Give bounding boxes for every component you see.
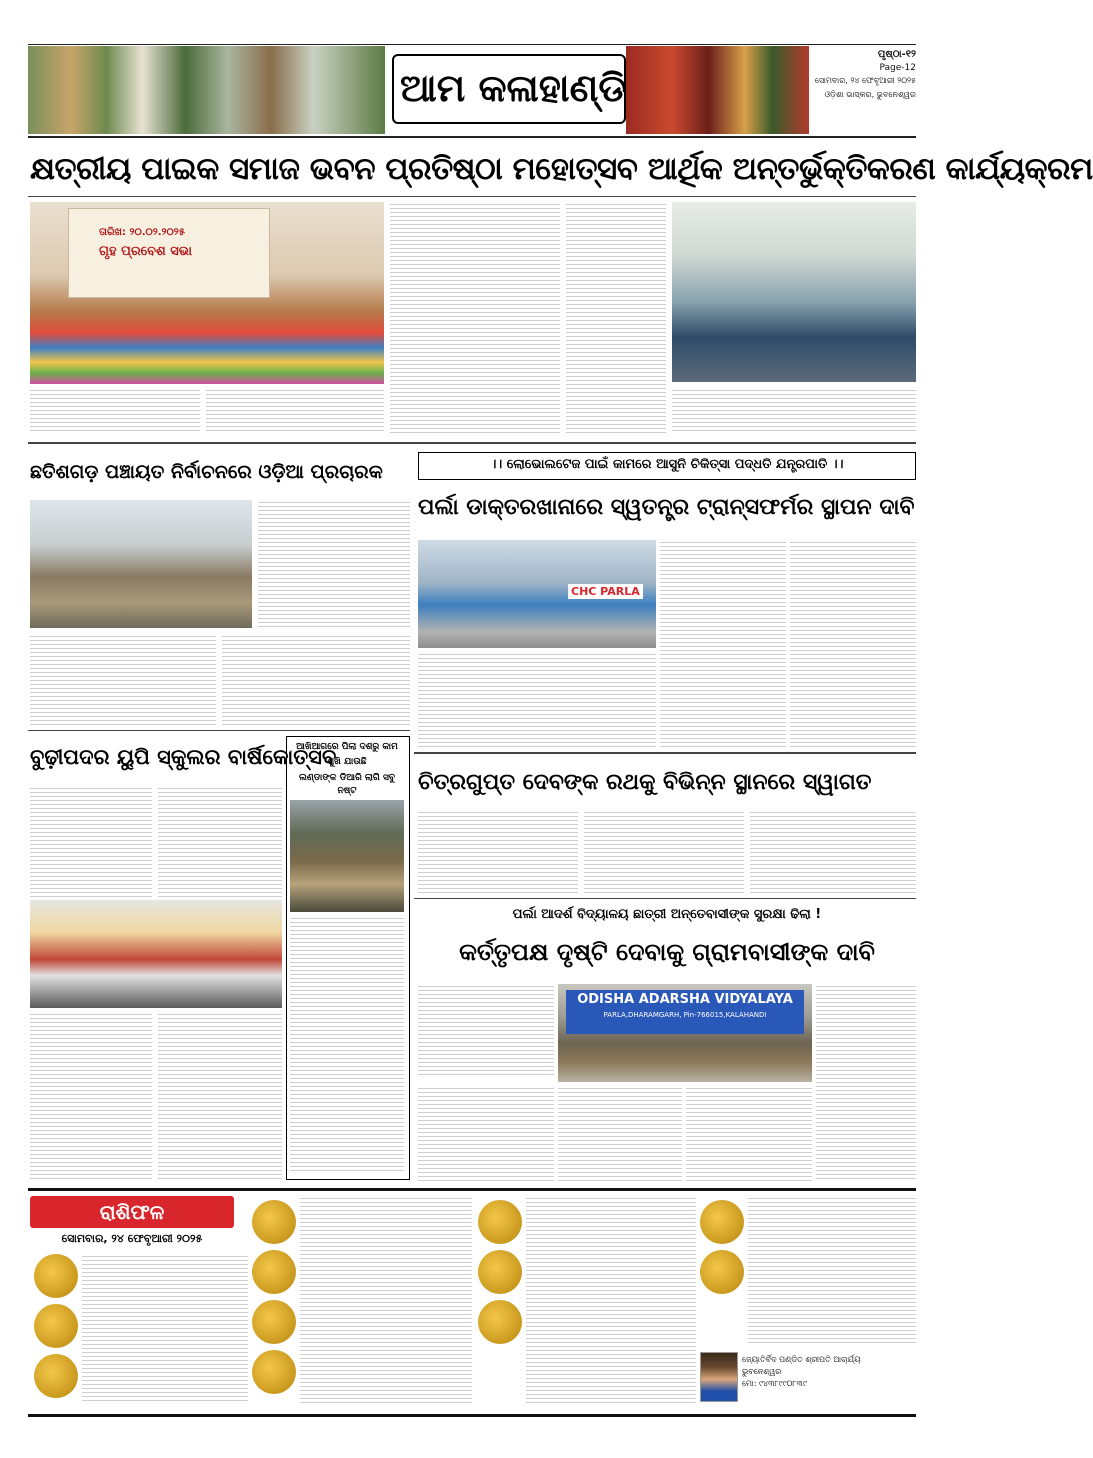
story5-text bbox=[290, 916, 404, 1174]
astrologer-photo bbox=[700, 1352, 738, 1402]
story7-rule bbox=[414, 898, 916, 899]
story2-photo bbox=[30, 500, 252, 628]
rashifal-top-rule bbox=[28, 1188, 916, 1191]
astrologer-info bbox=[742, 1354, 916, 1402]
story4-headline: ବୁଢ଼ୀପଦର ୟୁପି ସ୍କୁଲର ବାର୍ଷିକୋତ୍ସବ bbox=[30, 745, 337, 769]
story1-text-col-1 bbox=[30, 388, 200, 434]
story7-text-col-5 bbox=[686, 1086, 812, 1182]
story4-text-col-2 bbox=[158, 786, 282, 898]
masthead-rule bbox=[28, 136, 916, 138]
story4-text-col-1 bbox=[30, 786, 152, 898]
rashifal-text-col-2 bbox=[300, 1196, 472, 1406]
gemini-sign-icon bbox=[34, 1354, 78, 1398]
page-label: ପୃଷ୍ଠା-୧୨ bbox=[877, 49, 916, 60]
taurus-sign-icon bbox=[34, 1304, 78, 1348]
issue-date: ସୋମବାର, ୨୪ ଫେବୃଆରୀ ୨୦୨୫ bbox=[814, 76, 916, 85]
story5-photo bbox=[290, 800, 404, 912]
story1-text-col-5 bbox=[672, 388, 916, 434]
rashifal-text-col-1 bbox=[82, 1254, 248, 1404]
rashifal-date: ସୋମବାର, ୨୪ ଫେବୃଆରୀ ୨୦୨୫ bbox=[61, 1232, 203, 1245]
cancer-sign-icon bbox=[252, 1200, 296, 1244]
virgo-sign-icon bbox=[252, 1300, 296, 1344]
story7-kicker: ପର୍ଲା ଆଦର୍ଶ ବିଦ୍ୟାଳୟ ଛାତ୍ରୀ ଅନ୍ତେବାସୀଙ୍କ ସୁରକ୍ଷା ଢିଲା ! bbox=[512, 907, 822, 922]
bottom-rule bbox=[28, 1414, 916, 1417]
story6-text-col-2 bbox=[584, 810, 744, 894]
story7-text-col-4 bbox=[558, 1086, 682, 1182]
story4-text-col-4 bbox=[158, 1012, 282, 1182]
story7-text-col-1 bbox=[418, 984, 554, 1078]
story3-text-col-3 bbox=[790, 540, 916, 748]
page-label-en: Page-12 bbox=[879, 63, 916, 73]
rashifal-title: ରାଶିଫଳ bbox=[99, 1200, 165, 1224]
story1-text-col-2 bbox=[206, 388, 384, 434]
astrologer-phone: ମୋ: ୯୪୩୮୯୯୦୮୩୯ bbox=[742, 1379, 807, 1388]
libra-sign-icon bbox=[252, 1350, 296, 1394]
masthead-info bbox=[812, 48, 916, 132]
story3-text-col-2 bbox=[660, 540, 786, 748]
banner-text: ଗୃହ ପ୍ରବେଶ ସଭା bbox=[99, 244, 192, 259]
masthead-collage-left bbox=[28, 46, 385, 134]
chc-sign: CHC PARLA bbox=[568, 584, 643, 599]
story6-text-col-3 bbox=[750, 810, 916, 894]
story3-kicker: ।। ଲୋଭୋଲଟେଜ ପାଇଁ କାମରେ ଆସୁନି ଚିକିତ୍ସା ପଦ୍ଧତି ଯନ୍ତ୍ରପାତି ।। bbox=[490, 457, 844, 472]
story4-text-col-3 bbox=[30, 1012, 152, 1182]
school-board-title: ODISHA ADARSHA VIDYALAYA bbox=[577, 992, 793, 1007]
masthead-collage-right bbox=[626, 46, 809, 134]
rashifal-text-col-4 bbox=[748, 1196, 916, 1346]
story1-headline: କ୍ଷତ୍ରୀୟ ପାଇକ ସମାଜ ଭବନ ପ୍ରତିଷ୍ଠା ମହୋତ୍ସବ ଆର୍ଥିକ ଅନ୍ତର୍ଭୁକ୍ତିକରଣ କାର୍ଯ୍ୟକ୍ରମ bbox=[30, 151, 1093, 187]
row2-left-rule bbox=[28, 730, 410, 731]
story6-headline: ଚିତ୍ରଗୁପ୍ତ ଦେବଙ୍କ ରଥକୁ ବିଭିନ୍ନ ସ୍ଥାନରେ ସ୍ୱାଗତ bbox=[418, 770, 872, 795]
scorpio-sign-icon bbox=[478, 1200, 522, 1244]
story7-photo bbox=[558, 984, 812, 1082]
story2-text-col-2 bbox=[30, 634, 216, 726]
story6-text-col-1 bbox=[418, 810, 578, 894]
story1-text-col-4 bbox=[566, 202, 666, 434]
story2-text-col-1 bbox=[258, 500, 410, 628]
story1-banner bbox=[68, 208, 270, 298]
story5-headline: ଆଖିଆଗରେ ପିଲା ଦଶରୁ କାମ ଶୁଖି ଯାଉଛି bbox=[296, 742, 398, 767]
top-border bbox=[28, 44, 916, 45]
story7-text-col-3 bbox=[418, 1086, 554, 1182]
masthead-title: ଆମ କଳାହାଣ୍ଡି bbox=[400, 65, 627, 110]
story1-meeting-photo bbox=[672, 202, 916, 382]
story3-headline: ପର୍ଲା ଡାକ୍ତରଖାନାରେ ସ୍ୱତନ୍ତ୍ର ଟ୍ରାନ୍ସଫର୍ମର ସ୍ଥାପନ ଦାବି bbox=[418, 495, 915, 520]
rashifal-text-col-3 bbox=[526, 1196, 696, 1406]
school-board bbox=[566, 990, 804, 1034]
story2-text-col-3 bbox=[222, 634, 410, 726]
story2-headline: ଛତିଶଗଡ଼ ପଞ୍ଚାୟତ ନିର୍ବାଚନରେ ଓଡ଼ିଆ ପ୍ରଚାରକ bbox=[30, 461, 383, 483]
aquarius-sign-icon bbox=[700, 1200, 744, 1244]
story7-text-col-2 bbox=[816, 984, 916, 1182]
pisces-sign-icon bbox=[700, 1250, 744, 1294]
edition: ଓଡ଼ିଶା ଭାସ୍କର, ଭୁବନେଶ୍ୱର bbox=[824, 90, 916, 99]
leo-sign-icon bbox=[252, 1250, 296, 1294]
story4-photo bbox=[30, 900, 282, 1008]
row1-rule bbox=[28, 442, 916, 444]
aries-sign-icon bbox=[34, 1254, 78, 1298]
astrologer-name: ଜ୍ୟୋତିର୍ବିଦ ପଣ୍ଡିତ ଶ୍ରୀପତି ଆଚାର୍ଯ୍ୟ bbox=[742, 1355, 861, 1364]
school-board-address: PARLA,DHARAMGARH, Pin-766015,KALAHANDI bbox=[603, 1011, 767, 1019]
story1-text-col-3 bbox=[390, 202, 560, 434]
banner-date: ତାରିଖ: ୨୦.୦୨.୨୦୨୫ bbox=[99, 227, 185, 238]
story3-text-col-1 bbox=[418, 652, 656, 748]
story1-photo bbox=[30, 202, 384, 384]
capricorn-sign-icon bbox=[478, 1300, 522, 1344]
sagittarius-sign-icon bbox=[478, 1250, 522, 1294]
story1-rule bbox=[28, 196, 916, 197]
story3-photo bbox=[418, 540, 656, 648]
story7-headline: କର୍ତ୍ତୃପକ୍ଷ ଦୃଷ୍ଟି ଦେବାକୁ ଗ୍ରାମବାସୀଙ୍କ ଦାବି bbox=[459, 938, 875, 966]
row2-right-rule bbox=[414, 752, 916, 754]
story5-subhead: ଲଣ୍ଡାଙ୍କ ଡିଆରି ଲାଗି ସବୁ ନଷ୍ଟ bbox=[299, 773, 395, 796]
astrologer-city: ଭୁବନେଶ୍ୱର bbox=[742, 1367, 782, 1376]
